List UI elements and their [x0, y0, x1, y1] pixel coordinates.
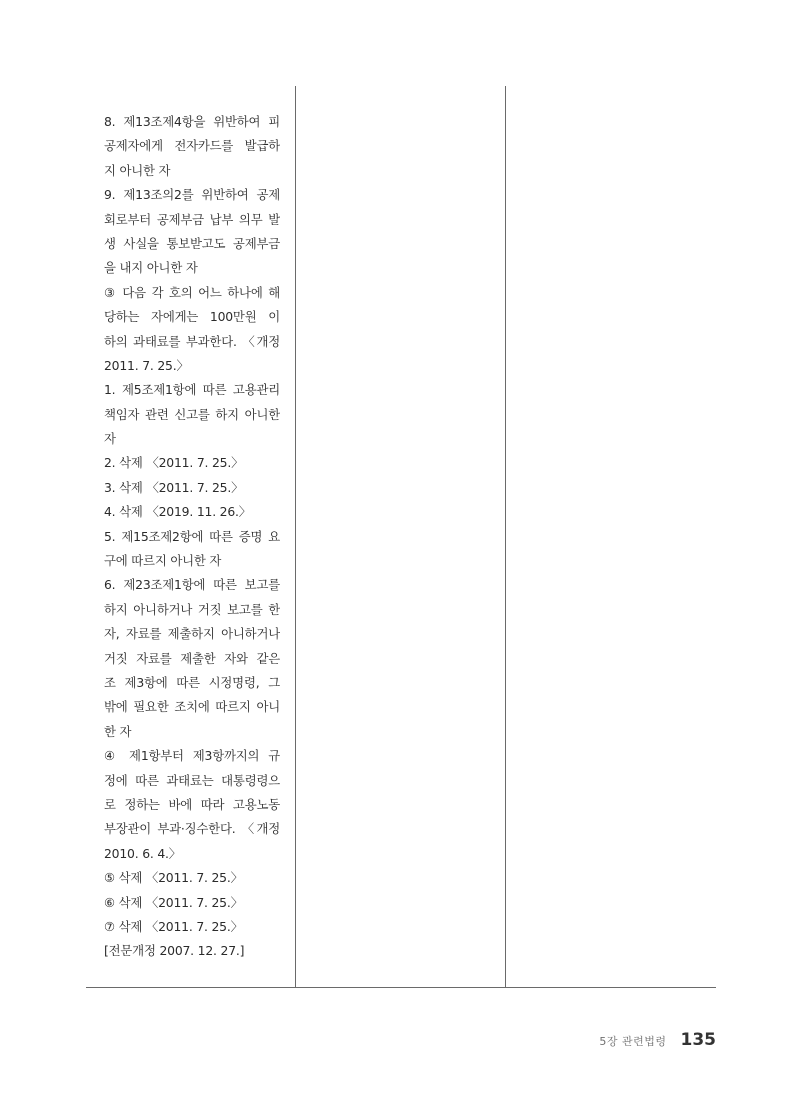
column-divider: [505, 86, 506, 988]
text-line: 자, 자료를 제출하지 아니하거나: [104, 626, 280, 642]
text-line: 구에 따르지 아니한 자: [104, 553, 222, 569]
text-line: 자: [104, 431, 116, 447]
chapter-label: 5장 관련법령: [599, 1035, 667, 1048]
text-line: 생 사실을 통보받고도 공제부금: [104, 235, 280, 251]
page-number: 135: [680, 1030, 716, 1050]
text-line: 당하는 자에게는 100만원 이: [104, 309, 280, 325]
text-line: 지 아니한 자: [104, 162, 171, 178]
text-line: 3. 삭제 〈2011. 7. 25.〉: [104, 479, 244, 495]
text-line: 8. 제13조제4항을 위반하여 피: [104, 114, 280, 129]
text-line: 부장관이 부과·징수한다. 〈개정: [104, 821, 280, 837]
text-line: [전문개정 2007. 12. 27.]: [104, 943, 245, 959]
text-line: 한 자: [104, 723, 132, 739]
law-text-column: [104, 110, 280, 964]
text-line: 2011. 7. 25.〉: [104, 357, 189, 373]
text-line: 조 제3항에 따른 시정명령, 그: [104, 674, 280, 690]
text-line: 공제자에게 전자카드를 발급하: [104, 138, 280, 154]
text-line: 하의 과태료를 부과한다. 〈개정: [104, 333, 280, 349]
text-line: ⑥ 삭제 〈2011. 7. 25.〉: [104, 894, 243, 910]
text-line: 회로부터 공제부금 납부 의무 발: [104, 211, 280, 227]
text-line: 거짓 자료를 제출한 자와 같은: [104, 650, 280, 666]
text-line: 6. 제23조제1항에 따른 보고를: [104, 577, 280, 593]
text-line: 로 정하는 바에 따라 고용노동: [104, 796, 280, 812]
text-line: 밖에 필요한 조치에 따르지 아니: [104, 699, 280, 715]
text-line: 2010. 6. 4.〉: [104, 845, 181, 861]
text-line: 2. 삭제 〈2011. 7. 25.〉: [104, 455, 244, 471]
text-line: ⑦ 삭제 〈2011. 7. 25.〉: [104, 918, 243, 934]
text-line: 을 내지 아니한 자: [104, 260, 198, 276]
text-line: ③ 다음 각 호의 어느 하나에 해: [104, 284, 280, 300]
bottom-rule: [86, 987, 716, 988]
text-line: 책임자 관련 신고를 하지 아니한: [104, 406, 280, 422]
text-line: ④ 제1항부터 제3항까지의 규: [104, 748, 280, 764]
text-line: 하지 아니하거나 거짓 보고를 한: [104, 601, 280, 617]
text-line: 정에 따른 과태료는 대통령령으: [104, 772, 280, 788]
text-line: 9. 제13조의2를 위반하여 공제: [104, 187, 280, 203]
text-line: 4. 삭제 〈2019. 11. 26.〉: [104, 504, 251, 520]
text-line: ⑤ 삭제 〈2011. 7. 25.〉: [104, 870, 243, 886]
column-divider: [295, 86, 296, 988]
text-line: 1. 제5조제1항에 따른 고용관리: [104, 382, 280, 398]
page-footer: [599, 1030, 716, 1058]
text-line: 5. 제15조제2항에 따른 증명 요: [104, 528, 280, 544]
